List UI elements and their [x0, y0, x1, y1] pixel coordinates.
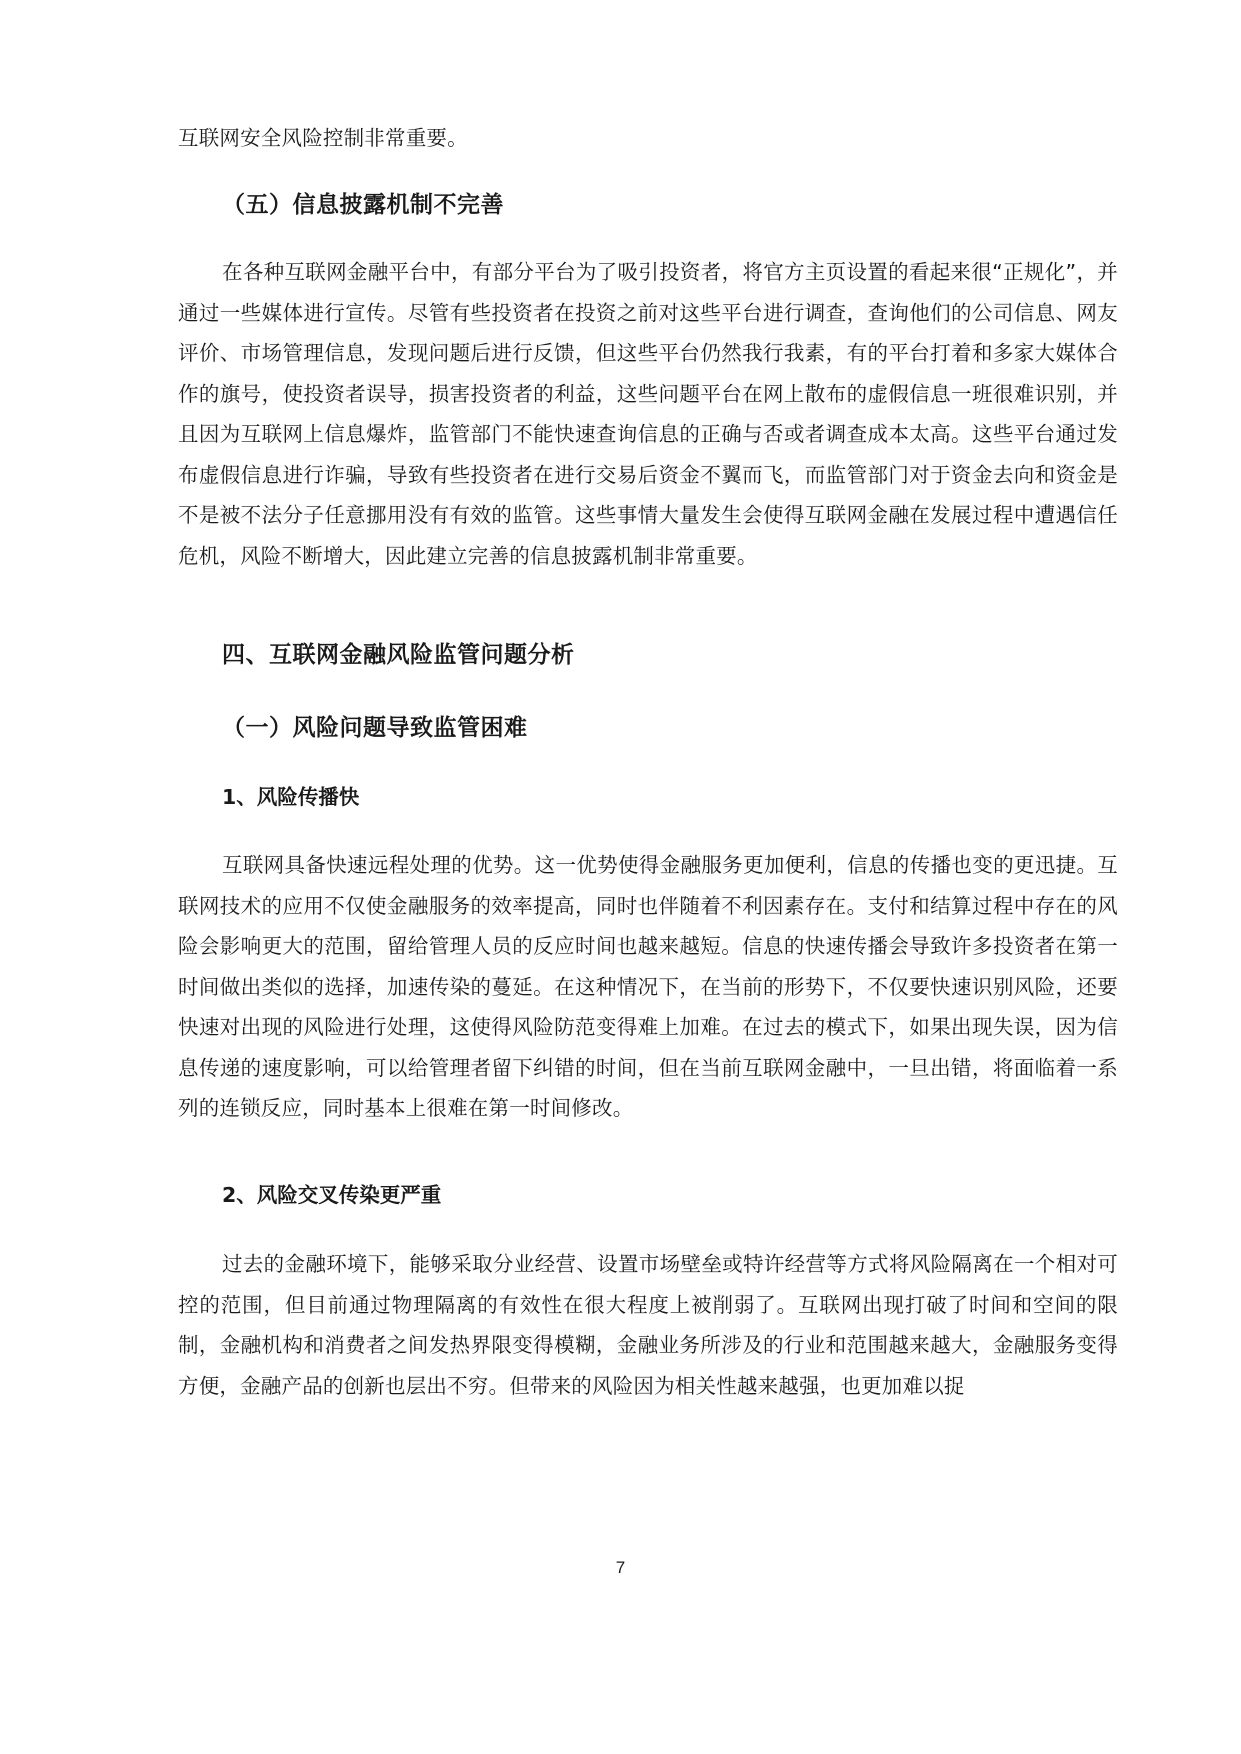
- paragraph-item-2: 过去的金融环境下，能够采取分业经营、设置市场壁垒或特许经营等方式将风险隔离在一个相对可控的范围，但目前通过物理隔离的有效性在很大程度上被削弱了。互联网出现打破了时间和空间的限制，金融机构和消费者之间发热界限变得模糊，金融业务所涉及的行业和范围越来越大，金融服务变得方便，金融产品的创新也层出不穷。但带来的风险因为相关性越来越强，也更加难以捉: [178, 1252, 1118, 1398]
- page-number: 7: [615, 1558, 626, 1577]
- item-heading-2: 2、风险交叉传染更严重: [222, 1183, 442, 1207]
- item-heading-1: 1、风险传播快: [222, 785, 360, 809]
- section-heading-4: 四、互联网金融风险监管问题分析: [222, 642, 575, 668]
- paragraph-5: 在各种互联网金融平台中，有部分平台为了吸引投资者，将官方主页设置的看起来很“正规化”，并通过一些媒体进行宣传。尽管有些投资者在投资之前对这些平台进行调查，查询他们的公司信息、网友评价、市场管理信息，发现问题后进行反馈，但这些平台仍然我行我素，有的平台打着和多家大媒体合作的旗号，使投资者误导，损害投资者的利益，这些问题平台在网上散布的虚假信息一班很难识别，并且因为互联网上信息爆炸，监管部门不能快速查询信息的正确与否或者调查成本太高。这些平台通过发布虚假信息进行诈骗，导致有些投资者在进行交易后资金不翼而飞，而监管部门对于资金去向和资金是不是被不法分子任意挪用没有有效的监管。这些事情大量发生会使得互联网金融在发展过程中遭遇信任危机，风险不断增大，因此建立完善的信息披露机制非常重要。: [178, 260, 1118, 568]
- subheading-5: （五）信息披露机制不完善: [222, 192, 504, 218]
- paragraph-intro-tail: 互联网安全风险控制非常重要。: [178, 126, 468, 150]
- subheading-4-1: （一）风险问题导致监管困难: [222, 715, 528, 741]
- paragraph-item-1: 互联网具备快速远程处理的优势。这一优势使得金融服务更加便利，信息的传播也变的更迅捷。互联网技术的应用不仅使金融服务的效率提高，同时也伴随着不利因素存在。支付和结算过程中存在的风险会影响更大的范围，留给管理人员的反应时间也越来越短。信息的快速传播会导致许多投资者在第一时间做出类似的选择，加速传染的蔓延。在这种情况下，在当前的形势下，不仅要快速识别风险，还要快速对出现的风险进行处理，这使得风险防范变得难上加难。在过去的模式下，如果出现失误，因为信息传递的速度影响，可以给管理者留下纠错的时间，但在当前互联网金融中，一旦出错，将面临着一系列的连锁反应，同时基本上很难在第一时间修改。: [178, 853, 1118, 1120]
